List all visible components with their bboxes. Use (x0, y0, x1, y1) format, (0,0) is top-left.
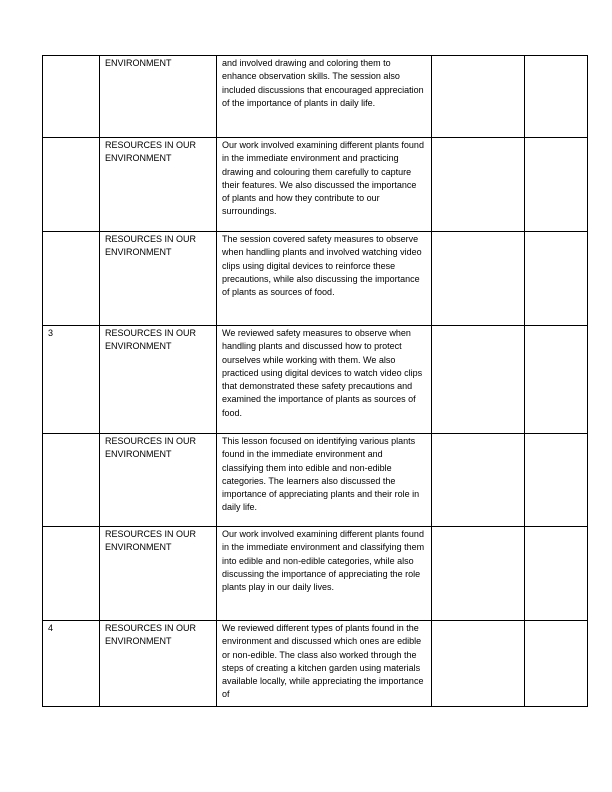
week-cell: 3 (43, 326, 100, 434)
empty-cell (432, 138, 525, 232)
description-cell: The session covered safety measures to observe when handling plants and involved watching video clips using digital devices to reinforce these precautions, while also discussing the importance of plants as sources of food. (217, 232, 432, 326)
week-cell (43, 138, 100, 232)
strand-cell: ENVIRONMENT (100, 56, 217, 138)
description-cell: We reviewed safety measures to observe when handling plants and discussed how to protect ourselves while working with them. We also practiced using digital devices to watch video clips that demonstrated these safety precautions and examined the importance of plants as sources of food. (217, 326, 432, 434)
empty-cell (525, 434, 588, 527)
empty-cell (432, 326, 525, 434)
empty-cell (525, 527, 588, 621)
table-row (43, 621, 588, 707)
empty-cell (432, 232, 525, 326)
week-cell (43, 434, 100, 527)
strand-cell: RESOURCES IN OUR ENVIRONMENT (100, 138, 217, 232)
empty-cell (525, 621, 588, 707)
empty-cell (432, 527, 525, 621)
table-row (43, 56, 588, 138)
description-cell: This lesson focused on identifying various plants found in the immediate environment and classifying them into edible and non-edible categories. The learners also discussed the importance of appreciating plants and their role in daily life. (217, 434, 432, 527)
week-cell (43, 56, 100, 138)
table-row (43, 326, 588, 434)
empty-cell (525, 326, 588, 434)
empty-cell (432, 56, 525, 138)
description-cell: Our work involved examining different plants found in the immediate environment and practicing drawing and colouring them carefully to capture their features. We also discussed the importance of plants and how they contribute to our surroundings. (217, 138, 432, 232)
strand-cell: RESOURCES IN OUR ENVIRONMENT (100, 621, 217, 707)
strand-cell: RESOURCES IN OUR ENVIRONMENT (100, 527, 217, 621)
empty-cell (525, 56, 588, 138)
empty-cell (432, 621, 525, 707)
week-cell: 4 (43, 621, 100, 707)
description-cell: We reviewed different types of plants found in the environment and discussed which ones are edible or non-edible. The class also worked through the steps of creating a kitchen garden using materials available locally, while appreciating the importance of (217, 621, 432, 707)
table-row (43, 232, 588, 326)
empty-cell (525, 232, 588, 326)
strand-cell: RESOURCES IN OUR ENVIRONMENT (100, 232, 217, 326)
description-cell: Our work involved examining different plants found in the immediate environment and classifying them into edible and non-edible categories, while also discussing the importance of appreciating the role plants play in our daily lives. (217, 527, 432, 621)
lesson-log-table (42, 55, 588, 707)
week-cell (43, 232, 100, 326)
table-row (43, 434, 588, 527)
table-row (43, 138, 588, 232)
strand-cell: RESOURCES IN OUR ENVIRONMENT (100, 326, 217, 434)
description-cell: and involved drawing and coloring them to enhance observation skills. The session also included discussions that encouraged appreciation of the importance of plants in daily life. (217, 56, 432, 138)
empty-cell (432, 434, 525, 527)
week-cell (43, 527, 100, 621)
strand-cell: RESOURCES IN OUR ENVIRONMENT (100, 434, 217, 527)
empty-cell (525, 138, 588, 232)
table-row (43, 527, 588, 621)
